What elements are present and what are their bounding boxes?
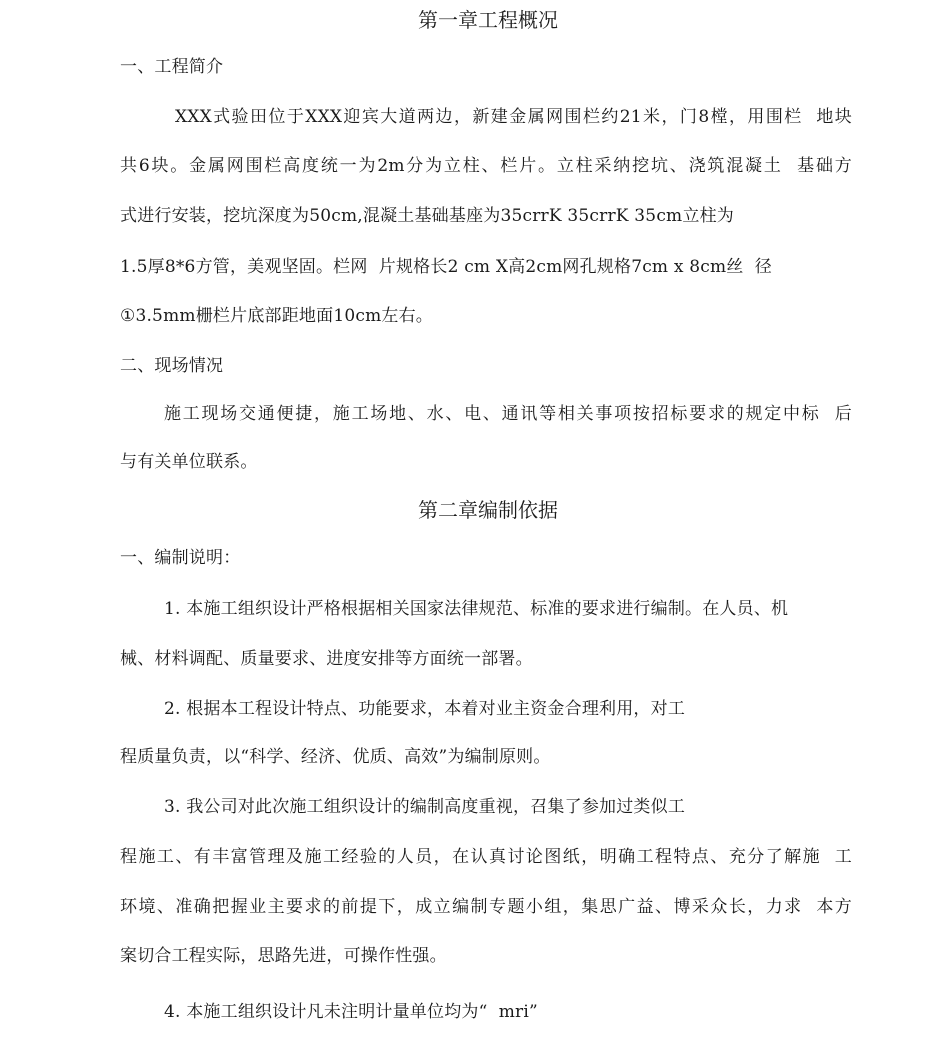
paragraph-line: 4. 本施工组织设计凡未注明计量单位均为“ mri” bbox=[164, 1002, 538, 1022]
section-heading-project-intro: 一、工程简介 bbox=[120, 57, 224, 77]
paragraph-line: 式进行安装，挖坑深度为50cm,混凝土基础基座为35crrK 35crrK 35cm立柱为 bbox=[120, 206, 734, 226]
paragraph-line: 与有关单位联系。 bbox=[120, 452, 258, 472]
paragraph-line: ①3.5mm栅栏片底部距地面10cm左右。 bbox=[120, 306, 433, 326]
chapter-2-title: 第二章编制依据 bbox=[418, 498, 558, 522]
paragraph-line: 共6块。金属网围栏高度统一为2m分为立柱、栏片。立柱采纳挖坑、浇筑混凝土 基础方 bbox=[120, 156, 852, 176]
paragraph-line: 案切合工程实际，思路先进，可操作性强。 bbox=[120, 946, 447, 966]
paragraph-line: 3. 我公司对此次施工组织设计的编制高度重视，召集了参加过类似工 bbox=[164, 797, 686, 817]
paragraph-line: 施工现场交通便捷，施工场地、水、电、通讯等相关事项按招标要求的规定中标 后 bbox=[164, 404, 852, 424]
paragraph-line: 环境、准确把握业主要求的前提下，成立编制专题小组，集思广益、博采众长，力求 本方 bbox=[120, 897, 852, 917]
paragraph-line: 程施工、有丰富管理及施工经验的人员，在认真讨论图纸，明确工程特点、充分了解施 工 bbox=[120, 847, 852, 867]
paragraph-line: 1.5厚8*6方管，美观坚固。栏网 片规格长2 cm X高2cm网孔规格7cm x 8cm丝 径 bbox=[120, 257, 772, 277]
paragraph-line: 程质量负责，以“科学、经济、优质、高效”为编制原则。 bbox=[120, 747, 551, 767]
chapter-1-title: 第一章工程概况 bbox=[418, 8, 558, 32]
paragraph-line: 2. 根据本工程设计特点、功能要求，本着对业主资金合理利用，对工 bbox=[164, 699, 686, 719]
section-heading-site-conditions: 二、现场情况 bbox=[120, 356, 224, 376]
paragraph-line: 械、材料调配、质量要求、进度安排等方面统一部署。 bbox=[120, 649, 533, 669]
section-heading-compilation-notes: 一、编制说明： bbox=[120, 548, 241, 568]
paragraph-line: XXX式验田位于XXX迎宾大道两边，新建金属网围栏约21米，门8樘，用围栏 地块 bbox=[175, 107, 852, 127]
paragraph-line: 1. 本施工组织设计严格根据相关国家法律规范、标准的要求进行编制。在人员、机 bbox=[164, 599, 789, 619]
